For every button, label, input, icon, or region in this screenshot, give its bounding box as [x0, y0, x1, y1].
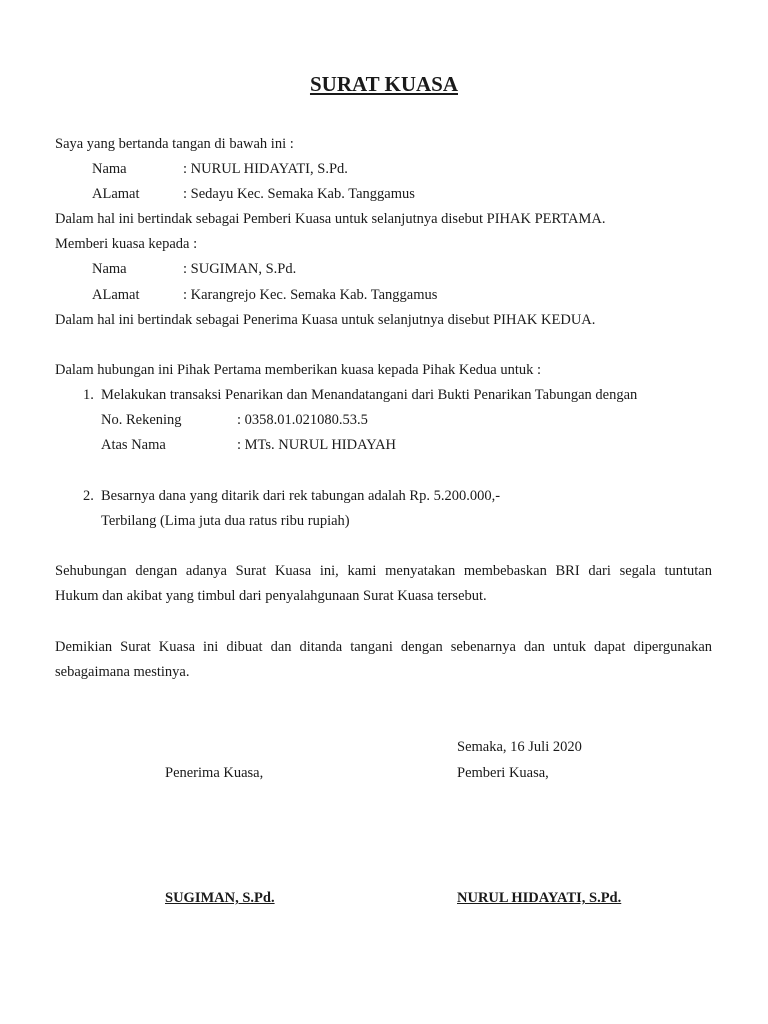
item2-number: 2.: [83, 488, 94, 504]
giver-signature-title: Pemberi Kuasa,: [457, 765, 549, 781]
closing-paragraph-line1: Demikian Surat Kuasa ini dibuat dan ditanda tangani dengan sebenarnya dan untuk dapat dipergunakan: [55, 639, 712, 655]
receiver-role-text: Dalam hal ini bertindak sebagai Penerima Kuasa untuk selanjutnya disebut PIHAK KEDUA.: [55, 312, 596, 328]
amount-spelled-text: Terbilang (Lima juta dua ratus ribu rupiah): [101, 513, 350, 529]
giver-name-label: Nama: [92, 161, 127, 177]
item1-text: Melakukan transaksi Penarikan dan Menandatangani dari Bukti Penarikan Tabungan dengan: [101, 387, 638, 403]
holder-value: : MTs. NURUL HIDAYAH: [237, 437, 397, 453]
receiver-name-label: Nama: [92, 261, 127, 277]
document-title: SURAT KUASA: [309, 72, 458, 96]
receiver-address-value: : Karangrejo Kec. Semaka Kab. Tanggamus: [183, 287, 438, 303]
intro-text: Saya yang bertanda tangan di bawah ini :: [55, 136, 294, 152]
giver-address-label: ALamat: [92, 186, 140, 202]
release-paragraph-line1: Sehubungan dengan adanya Surat Kuasa ini, kami menyatakan membebaskan BRI dari segala tuntutan: [55, 563, 712, 579]
holder-label: Atas Nama: [101, 437, 166, 453]
account-label: No. Rekening: [101, 412, 182, 428]
receiver-signature-title: Penerima Kuasa,: [165, 765, 264, 781]
release-paragraph-line2: Hukum dan akibat yang timbul dari penyalahgunaan Surat Kuasa tersebut.: [55, 588, 487, 604]
item1-number: 1.: [83, 387, 94, 403]
receiver-address-label: ALamat: [92, 287, 140, 303]
closing-paragraph-line2: sebagaimana mestinya.: [55, 664, 190, 680]
item2-text: Besarnya dana yang ditarik dari rek tabungan adalah Rp. 5.200.000,-: [101, 488, 501, 504]
giver-name-value: : NURUL HIDAYATI, S.Pd.: [183, 161, 348, 177]
giver-role-text: Dalam hal ini bertindak sebagai Pemberi Kuasa untuk selanjutnya disebut PIHAK PERTAMA.: [55, 211, 606, 227]
receiver-signature-name: SUGIMAN, S.Pd.: [165, 890, 275, 906]
giver-signature-name: NURUL HIDAYATI, S.Pd.: [457, 890, 622, 906]
account-value: : 0358.01.021080.53.5: [237, 412, 368, 428]
place-date: Semaka, 16 Juli 2020: [457, 739, 582, 755]
receiver-name-value: : SUGIMAN, S.Pd.: [183, 261, 297, 277]
giver-address-value: : Sedayu Kec. Semaka Kab. Tanggamus: [183, 186, 415, 202]
grant-to-text: Memberi kuasa kepada :: [55, 236, 198, 252]
relation-intro-text: Dalam hubungan ini Pihak Pertama memberikan kuasa kepada Pihak Kedua untuk :: [55, 362, 542, 378]
